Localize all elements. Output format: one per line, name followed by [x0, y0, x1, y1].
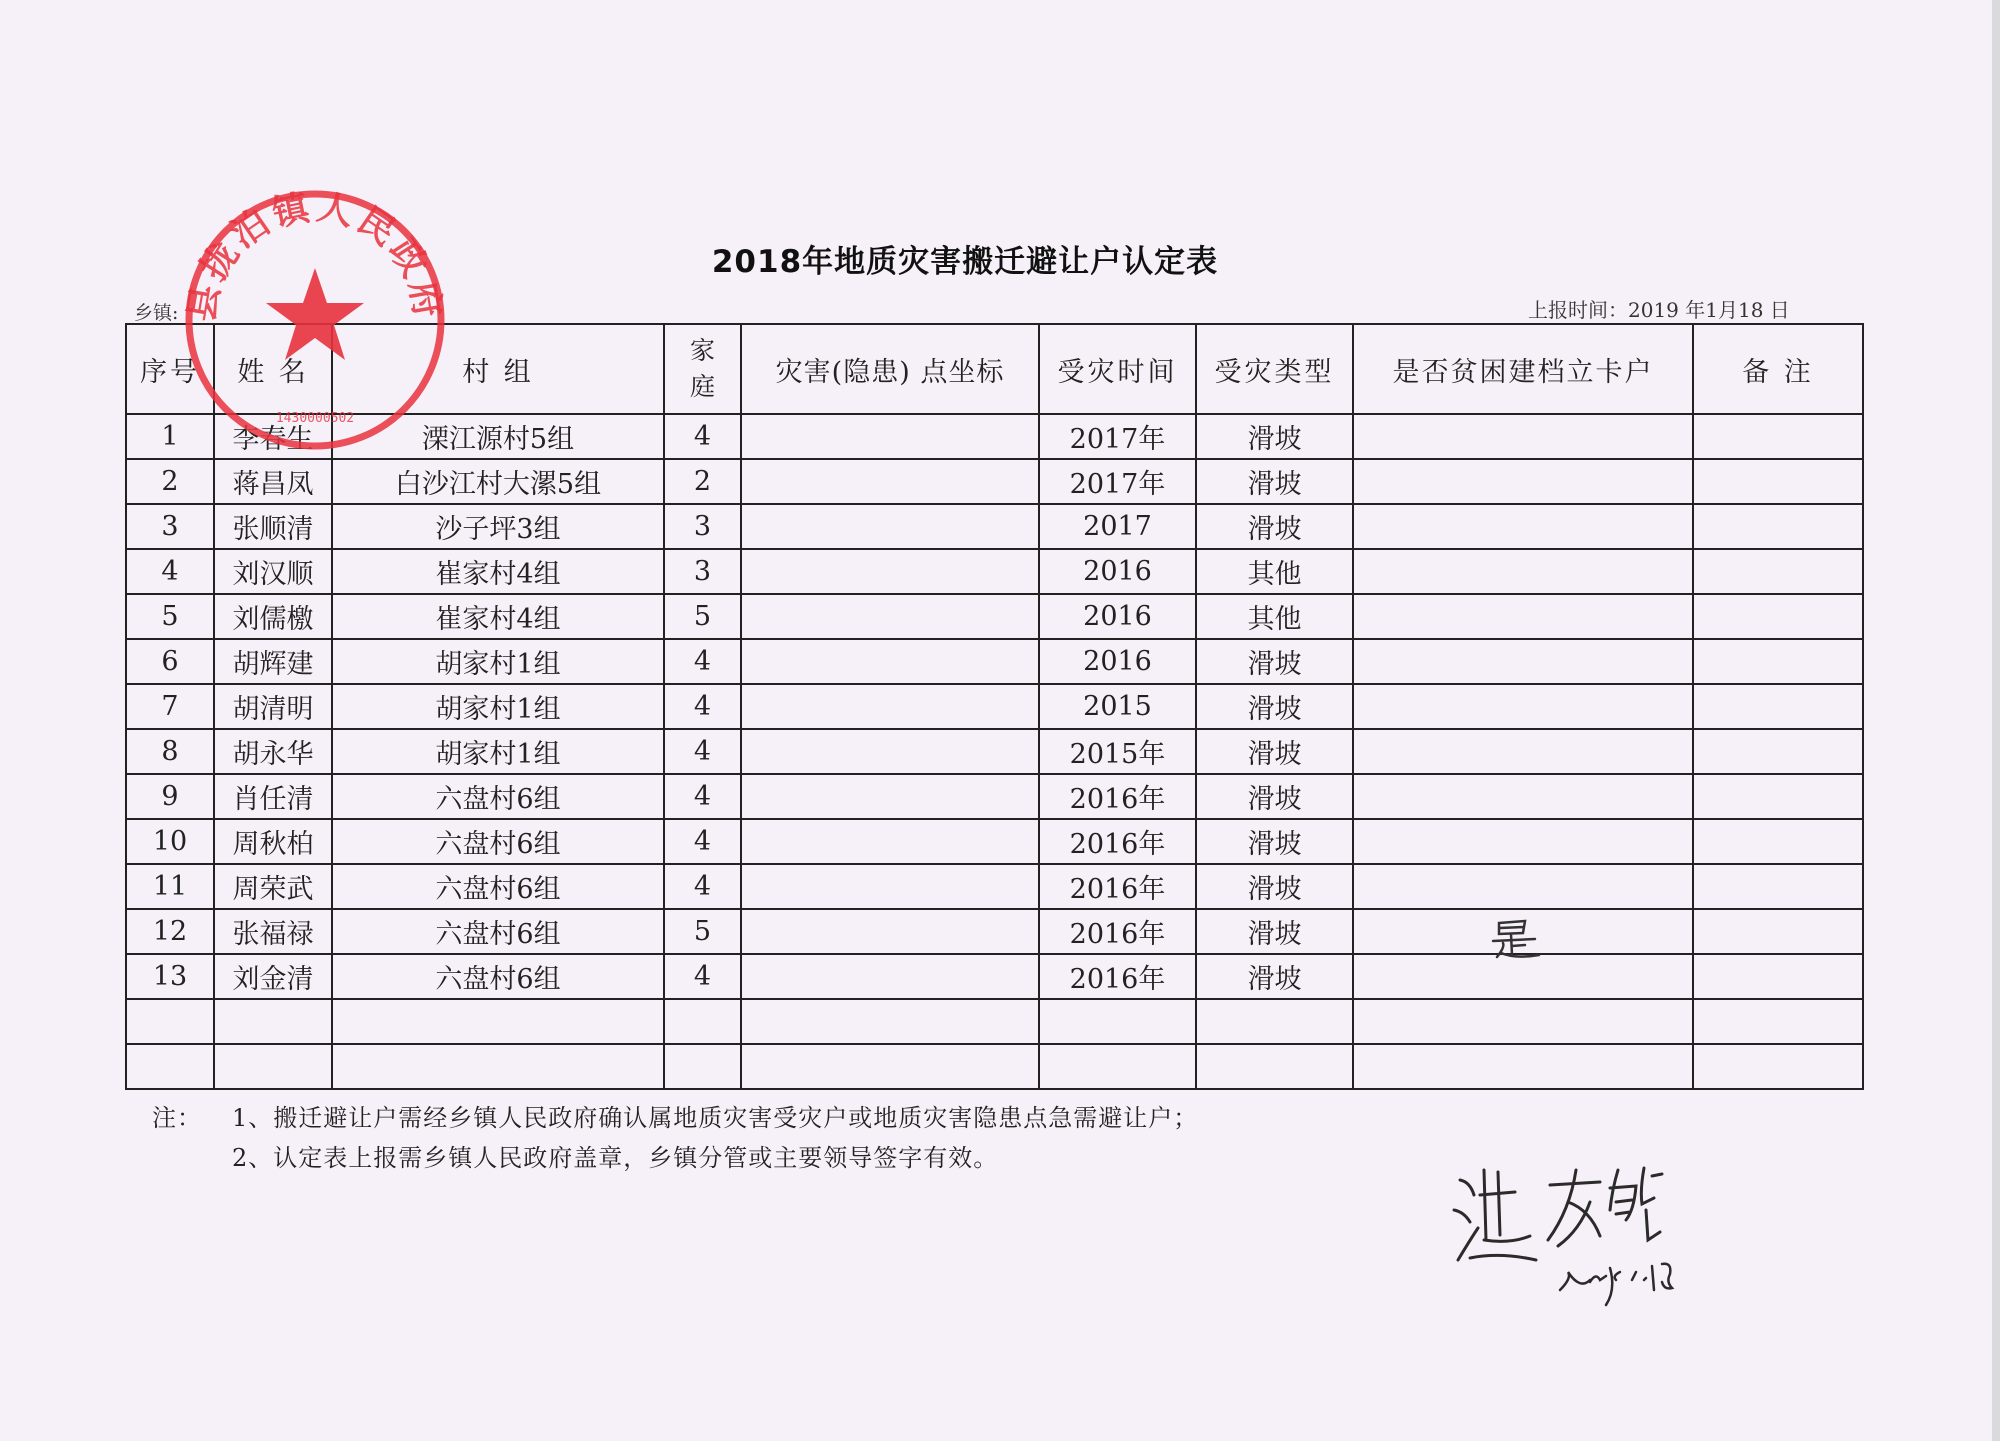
cell-remarks [1693, 909, 1863, 954]
table-row [126, 954, 1863, 999]
cell-seq: 2 [126, 459, 214, 504]
cell-seq: 1 [126, 414, 214, 459]
cell-remarks [1693, 819, 1863, 864]
cell-poverty [1353, 414, 1693, 459]
cell-village: 崔家村4组 [332, 594, 664, 639]
cell-disaster-time: 2016年 [1039, 774, 1196, 819]
cell-coordinates [741, 549, 1039, 594]
cell-village: 六盘村6组 [332, 774, 664, 819]
cell-coordinates [741, 639, 1039, 684]
svg-text:县拢泊镇人民政府: 县拢泊镇人民政府 [180, 185, 450, 325]
cell-seq: 7 [126, 684, 214, 729]
cell-seq: 4 [126, 549, 214, 594]
cell-name: 胡辉建 [214, 639, 332, 684]
table-row [126, 504, 1863, 549]
header-poverty: 是否贫困建档立卡户 [1353, 324, 1693, 414]
cell-poverty [1353, 774, 1693, 819]
cell-name: 周秋柏 [214, 819, 332, 864]
cell-remarks [1693, 414, 1863, 459]
cell-empty [1353, 999, 1693, 1044]
notes-prefix: 注： [152, 1104, 202, 1132]
cell-disaster-type: 滑坡 [1196, 684, 1353, 729]
table-row [126, 549, 1863, 594]
cell-family: 3 [664, 504, 741, 549]
cell-name: 胡清明 [214, 684, 332, 729]
cell-coordinates [741, 774, 1039, 819]
cell-empty [214, 1044, 332, 1089]
header-village: 村 组 [332, 324, 664, 414]
cell-family: 4 [664, 819, 741, 864]
cell-disaster-type: 滑坡 [1196, 504, 1353, 549]
cell-disaster-type: 滑坡 [1196, 864, 1353, 909]
cell-seq: 5 [126, 594, 214, 639]
page-title: 2018年地质灾害搬迁避让户认定表 [711, 244, 1219, 280]
table-row [126, 684, 1863, 729]
header-seq: 序号 [126, 324, 214, 414]
official-seal-stamp [175, 180, 455, 460]
cell-name: 胡永华 [214, 729, 332, 774]
town-label: 乡镇: [134, 302, 179, 324]
cell-poverty [1353, 504, 1693, 549]
seal-star-icon [266, 268, 364, 360]
cell-family: 4 [664, 729, 741, 774]
handwritten-signature [1440, 1140, 1720, 1310]
cell-coordinates [741, 684, 1039, 729]
cell-empty [664, 999, 741, 1044]
cell-village: 白沙江村大漯5组 [332, 459, 664, 504]
cell-family: 4 [664, 639, 741, 684]
report-date: 上报时间：2019 年1月18 日 [1528, 298, 1790, 322]
cell-disaster-time: 2017年 [1039, 459, 1196, 504]
cell-seq: 12 [126, 909, 214, 954]
header-name: 姓 名 [214, 324, 332, 414]
cell-poverty [1353, 684, 1693, 729]
cell-family: 5 [664, 594, 741, 639]
cell-seq: 13 [126, 954, 214, 999]
cell-poverty [1353, 864, 1693, 909]
cell-name: 刘金清 [214, 954, 332, 999]
cell-village: 六盘村6组 [332, 909, 664, 954]
cell-coordinates [741, 729, 1039, 774]
cell-family: 2 [664, 459, 741, 504]
cell-disaster-type: 滑坡 [1196, 774, 1353, 819]
cell-disaster-time: 2016 [1039, 549, 1196, 594]
cell-disaster-type: 滑坡 [1196, 414, 1353, 459]
cell-empty [741, 1044, 1039, 1089]
cell-disaster-time: 2017 [1039, 504, 1196, 549]
cell-coordinates [741, 819, 1039, 864]
cell-disaster-type: 其他 [1196, 594, 1353, 639]
cell-family: 5 [664, 909, 741, 954]
table-row [126, 774, 1863, 819]
cell-disaster-time: 2015年 [1039, 729, 1196, 774]
cell-coordinates [741, 504, 1039, 549]
table-row-empty [126, 999, 1863, 1044]
cell-empty [1039, 999, 1196, 1044]
cell-empty [1039, 1044, 1196, 1089]
cell-village: 六盘村6组 [332, 864, 664, 909]
cell-name: 刘汉顺 [214, 549, 332, 594]
cell-remarks [1693, 684, 1863, 729]
table-row [126, 909, 1863, 954]
table-row [126, 819, 1863, 864]
cell-disaster-time: 2016年 [1039, 909, 1196, 954]
cell-seq: 9 [126, 774, 214, 819]
cell-name: 蒋昌凤 [214, 459, 332, 504]
cell-remarks [1693, 864, 1863, 909]
cell-disaster-time: 2016年 [1039, 864, 1196, 909]
cell-family: 4 [664, 684, 741, 729]
table-row [126, 729, 1863, 774]
cell-empty [1353, 1044, 1693, 1089]
cell-empty [664, 1044, 741, 1089]
cell-name: 周荣武 [214, 864, 332, 909]
cell-village: 崔家村4组 [332, 549, 664, 594]
cell-name: 张顺清 [214, 504, 332, 549]
cell-seq: 8 [126, 729, 214, 774]
cell-village: 六盘村6组 [332, 954, 664, 999]
cell-disaster-time: 2015 [1039, 684, 1196, 729]
cell-coordinates [741, 909, 1039, 954]
cell-remarks [1693, 639, 1863, 684]
svg-text:1430000502: 1430000502 [275, 411, 355, 426]
cell-poverty [1353, 549, 1693, 594]
cell-remarks [1693, 459, 1863, 504]
cell-disaster-time: 2016年 [1039, 954, 1196, 999]
cell-poverty [1353, 639, 1693, 684]
cell-empty [741, 999, 1039, 1044]
cell-disaster-type: 滑坡 [1196, 459, 1353, 504]
header-disaster-time: 受灾时间 [1039, 324, 1196, 414]
cell-seq: 11 [126, 864, 214, 909]
cell-seq: 10 [126, 819, 214, 864]
cell-family: 4 [664, 414, 741, 459]
cell-empty [126, 1044, 214, 1089]
table-row [126, 459, 1863, 504]
cell-coordinates [741, 414, 1039, 459]
cell-village: 胡家村1组 [332, 684, 664, 729]
cell-disaster-time: 2016 [1039, 639, 1196, 684]
handwritten-yes-mark [1485, 915, 1545, 965]
cell-family: 4 [664, 954, 741, 999]
cell-family: 4 [664, 774, 741, 819]
cell-empty [1693, 999, 1863, 1044]
cell-empty [1196, 1044, 1353, 1089]
table-row [126, 864, 1863, 909]
cell-empty [332, 999, 664, 1044]
cell-coordinates [741, 954, 1039, 999]
cell-village: 沙子坪3组 [332, 504, 664, 549]
cell-poverty [1353, 594, 1693, 639]
cell-name: 肖任清 [214, 774, 332, 819]
cell-empty [1196, 999, 1353, 1044]
cell-disaster-time: 2016 [1039, 594, 1196, 639]
note-line-1: 1、搬迁避让户需经乡镇人民政府确认属地质灾害受灾户或地质灾害隐患点急需避让户； [232, 1104, 1199, 1132]
cell-name: 李春生 [214, 414, 332, 459]
header-coordinates: 灾害(隐患) 点坐标 [741, 324, 1039, 414]
cell-coordinates [741, 864, 1039, 909]
cell-empty [1693, 1044, 1863, 1089]
cell-village: 六盘村6组 [332, 819, 664, 864]
cell-disaster-type: 滑坡 [1196, 954, 1353, 999]
cell-poverty [1353, 729, 1693, 774]
cell-village: 胡家村1组 [332, 639, 664, 684]
header-remarks: 备 注 [1693, 324, 1863, 414]
header-family: 家庭 [664, 324, 741, 414]
cell-remarks [1693, 954, 1863, 999]
cell-disaster-type: 滑坡 [1196, 639, 1353, 684]
cell-poverty [1353, 459, 1693, 504]
cell-empty [332, 1044, 664, 1089]
cell-disaster-type: 滑坡 [1196, 729, 1353, 774]
cell-disaster-time: 2016年 [1039, 819, 1196, 864]
cell-disaster-type: 滑坡 [1196, 819, 1353, 864]
cell-name: 刘儒檄 [214, 594, 332, 639]
header-disaster-type: 受灾类型 [1196, 324, 1353, 414]
cell-coordinates [741, 459, 1039, 504]
cell-seq: 6 [126, 639, 214, 684]
cell-remarks [1693, 504, 1863, 549]
cell-remarks [1693, 549, 1863, 594]
table-row [126, 594, 1863, 639]
cell-disaster-type: 滑坡 [1196, 909, 1353, 954]
cell-poverty [1353, 819, 1693, 864]
cell-name: 张福禄 [214, 909, 332, 954]
cell-disaster-time: 2017年 [1039, 414, 1196, 459]
cell-village: 溧江源村5组 [332, 414, 664, 459]
cell-disaster-type: 其他 [1196, 549, 1353, 594]
cell-village: 胡家村1组 [332, 729, 664, 774]
cell-remarks [1693, 774, 1863, 819]
cell-coordinates [741, 594, 1039, 639]
cell-remarks [1693, 729, 1863, 774]
cell-empty [126, 999, 214, 1044]
table-row [126, 639, 1863, 684]
cell-remarks [1693, 594, 1863, 639]
cell-family: 3 [664, 549, 741, 594]
cell-seq: 3 [126, 504, 214, 549]
cell-family: 4 [664, 864, 741, 909]
note-line-2: 2、认定表上报需乡镇人民政府盖章，乡镇分管或主要领导签字有效。 [232, 1144, 999, 1172]
table-row-empty [126, 1044, 1863, 1089]
cell-empty [214, 999, 332, 1044]
